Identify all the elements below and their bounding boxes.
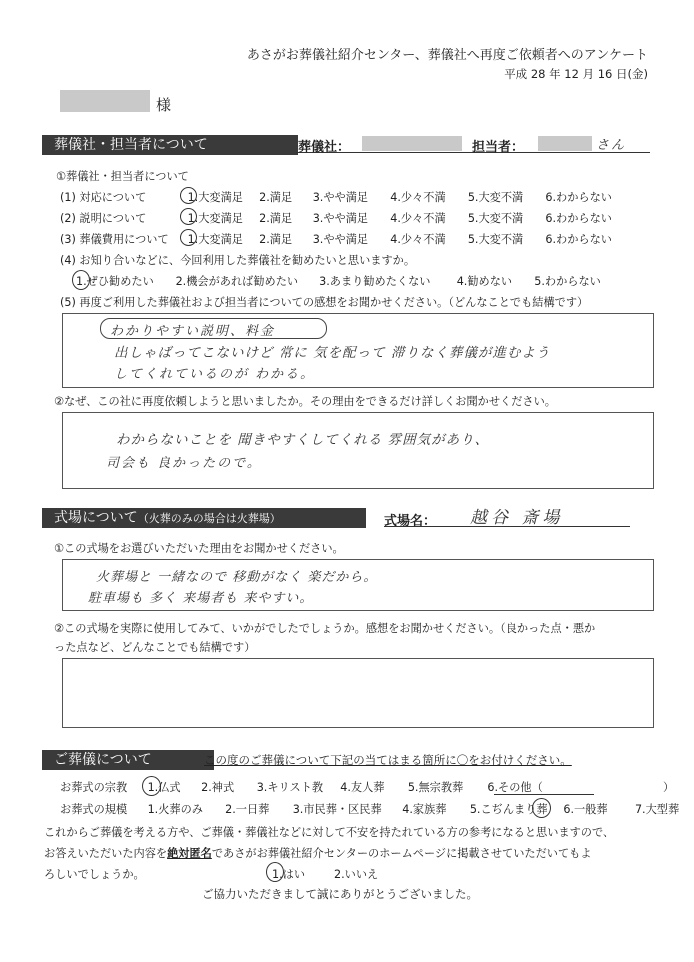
venue-q1-answer-line2: 駐車場も 多く 来場者も 来やすい。 [88,591,314,606]
anonymous-emphasis: 絶対匿名 [167,847,212,860]
staff-suffix: さん [596,138,627,153]
survey-date: 平成 28 年 12 月 16 日(金) [504,67,648,81]
honorific-sama: 様 [156,96,172,114]
venue-q1-answer-line1: 火葬場と 一緒なので 移動がなく 楽だから。 [96,570,378,585]
option[interactable]: 3.やや満足 [312,233,369,246]
redacted-staff [538,136,592,151]
venue-q2-heading-line1: ②この式場を実際に使用してみて、いかがでしたでしょうか。感想をお聞かせください。（良かった点・悪か [54,622,596,635]
option[interactable]: 7.大型葬 [634,803,680,816]
section-title: 葬儀社・担当者について [54,137,208,153]
venue-q2-answer-box [62,658,654,728]
q5-heading: (5) 再度ご利用した葬儀社および担当者についての感想をお聞かせください。（どんなことでも結構です） [60,296,589,309]
option[interactable]: 3.やや満足 [312,212,369,225]
option[interactable]: 5.わからない [534,275,601,288]
consent-yes[interactable]: 1.はい [272,868,306,881]
q5-answer-line2: 出しゃばってこないけど 常に 気を配って 滞りなく葬儀が進むよう [114,345,551,361]
row-label: お葬式の宗教 [60,781,128,794]
option[interactable]: 5.大変不満 [467,191,524,204]
row-label: お葬式の規模 [60,803,128,816]
selected-circle-mark [266,862,284,882]
q4-heading: (4) お知り合いなどに、今回利用した葬儀社を勧めたいと思いますか。 [60,254,416,267]
section-title: 式場について [54,510,138,526]
row-label: (2) 説明について [60,212,147,225]
option[interactable]: 6.その他（ [487,781,543,794]
q6-answer-line2: 司会も 良かったので。 [106,456,262,471]
q6-answer-line1: わからないことを 聞きやすくしてくれる 雰囲気があり、 [116,432,490,448]
option[interactable]: 6.わからない [545,191,612,204]
q6-heading: ②なぜ、この社に再度依頼しようと思いましたか。その理由をできるだけ詳しくお聞かせください。 [54,395,556,408]
section-venue-header [42,508,366,528]
option[interactable]: 5.大変不満 [467,233,524,246]
row-label: (3) 葬儀費用について [60,233,169,246]
staff-label: 担当者： [472,140,525,155]
option[interactable]: 6.一般葬 [563,803,608,816]
consent-line3: ろしいでしょうか。 [44,868,145,881]
consent-line1: これからご葬儀を考える方や、ご葬儀・葬儀社などに対して不安を持たれている方の参考になると思いますので、 [44,826,615,839]
q5-answer-line3: してくれているのが わかる。 [114,367,316,382]
company-label: 葬儀社： [298,140,351,155]
option[interactable]: 4.勧めない [456,275,513,288]
selected-circle-mark [72,270,90,290]
rating-row-cost [60,231,612,247]
option[interactable]: 5.こぢんまり葬 [469,803,548,816]
q6-answer-box [62,412,654,489]
selected-circle-mark [180,187,197,204]
option[interactable]: 1.ぜひ勧めたい [76,275,154,288]
q5-answer-line1: わかりやすい説明、料金 [110,324,276,339]
option[interactable]: 5.大変不満 [467,212,524,225]
consent-text: であさがお葬儀社紹介センターのホームページに掲載させていただいてもよ [211,847,592,860]
option[interactable]: 2.満足 [259,212,293,225]
rating-row-response [60,189,612,205]
q4-options [76,273,601,289]
option[interactable]: 2.満足 [259,191,293,204]
option[interactable]: 2.神式 [201,781,235,794]
other-close-paren: ） [662,781,675,794]
option[interactable]: 4.友人葬 [340,781,385,794]
option[interactable]: 3.市民葬・区民葬 [292,803,382,816]
option[interactable]: 2.満足 [259,233,293,246]
option[interactable]: 4.少々不満 [390,233,446,246]
venue-q2-heading-line2: った点など、どんなことでも結構です） [54,641,256,654]
section-title: ご葬儀について [54,752,152,768]
funeral-instruction: この度のご葬儀について下記の当てはまる箇所に〇をお付けください。 [204,753,572,767]
consent-no[interactable]: 2.いいえ [334,868,379,881]
option[interactable]: 3.あまり勧めたくない [319,275,431,288]
option[interactable]: 3.やや満足 [312,191,369,204]
venue-label: 式場名： [384,514,437,529]
option[interactable]: 5.無宗教葬 [407,781,464,794]
redacted-company [362,136,462,151]
option[interactable]: 1.仏式 [147,781,181,794]
consent-text: お答えいただいた内容を [44,847,168,860]
venue-value: 越谷 斎場 [470,508,564,528]
option[interactable]: 1.大変満足 [187,191,243,204]
section-funeral-company-header [42,135,298,155]
row-label: (1) 対応について [60,191,147,204]
survey-title: あさがお葬儀社紹介センター、葬儀社へ再度ご依頼者へのアンケート [246,48,648,63]
thanks-message: ご協力いただきまして誠にありがとうございました。 [202,887,478,901]
option[interactable]: 4.少々不満 [390,191,446,204]
option[interactable]: 6.わからない [545,212,612,225]
option[interactable]: 2.一日葬 [225,803,270,816]
consent-line2 [44,845,592,861]
scale-row [60,801,679,817]
section-title-note: （火葬のみの場合は火葬場） [137,512,281,525]
other-field-line [494,794,594,795]
option[interactable]: 4.少々不満 [390,212,446,225]
selected-circle-mark [142,776,161,796]
selected-circle-mark [180,208,197,225]
selected-circle-mark [180,229,197,246]
selected-circle-mark [532,798,551,818]
option[interactable]: 2.機会があれば勧めたい [175,275,299,288]
option[interactable]: 4.家族葬 [402,803,447,816]
option[interactable]: 1.大変満足 [187,212,243,225]
section-funeral-header [42,750,214,770]
option[interactable]: 1.火葬のみ [147,803,203,816]
rating-row-explanation [60,210,612,226]
option[interactable]: 3.キリスト教 [256,781,324,794]
option[interactable]: 1.大変満足 [187,233,243,246]
venue-q1-heading: ①この式場をお選びいただいた理由をお聞かせください。 [54,542,344,555]
redacted-name [60,90,150,112]
option[interactable]: 6.わからない [545,233,612,246]
q1-heading: ①葬儀社・担当者について [56,170,189,183]
